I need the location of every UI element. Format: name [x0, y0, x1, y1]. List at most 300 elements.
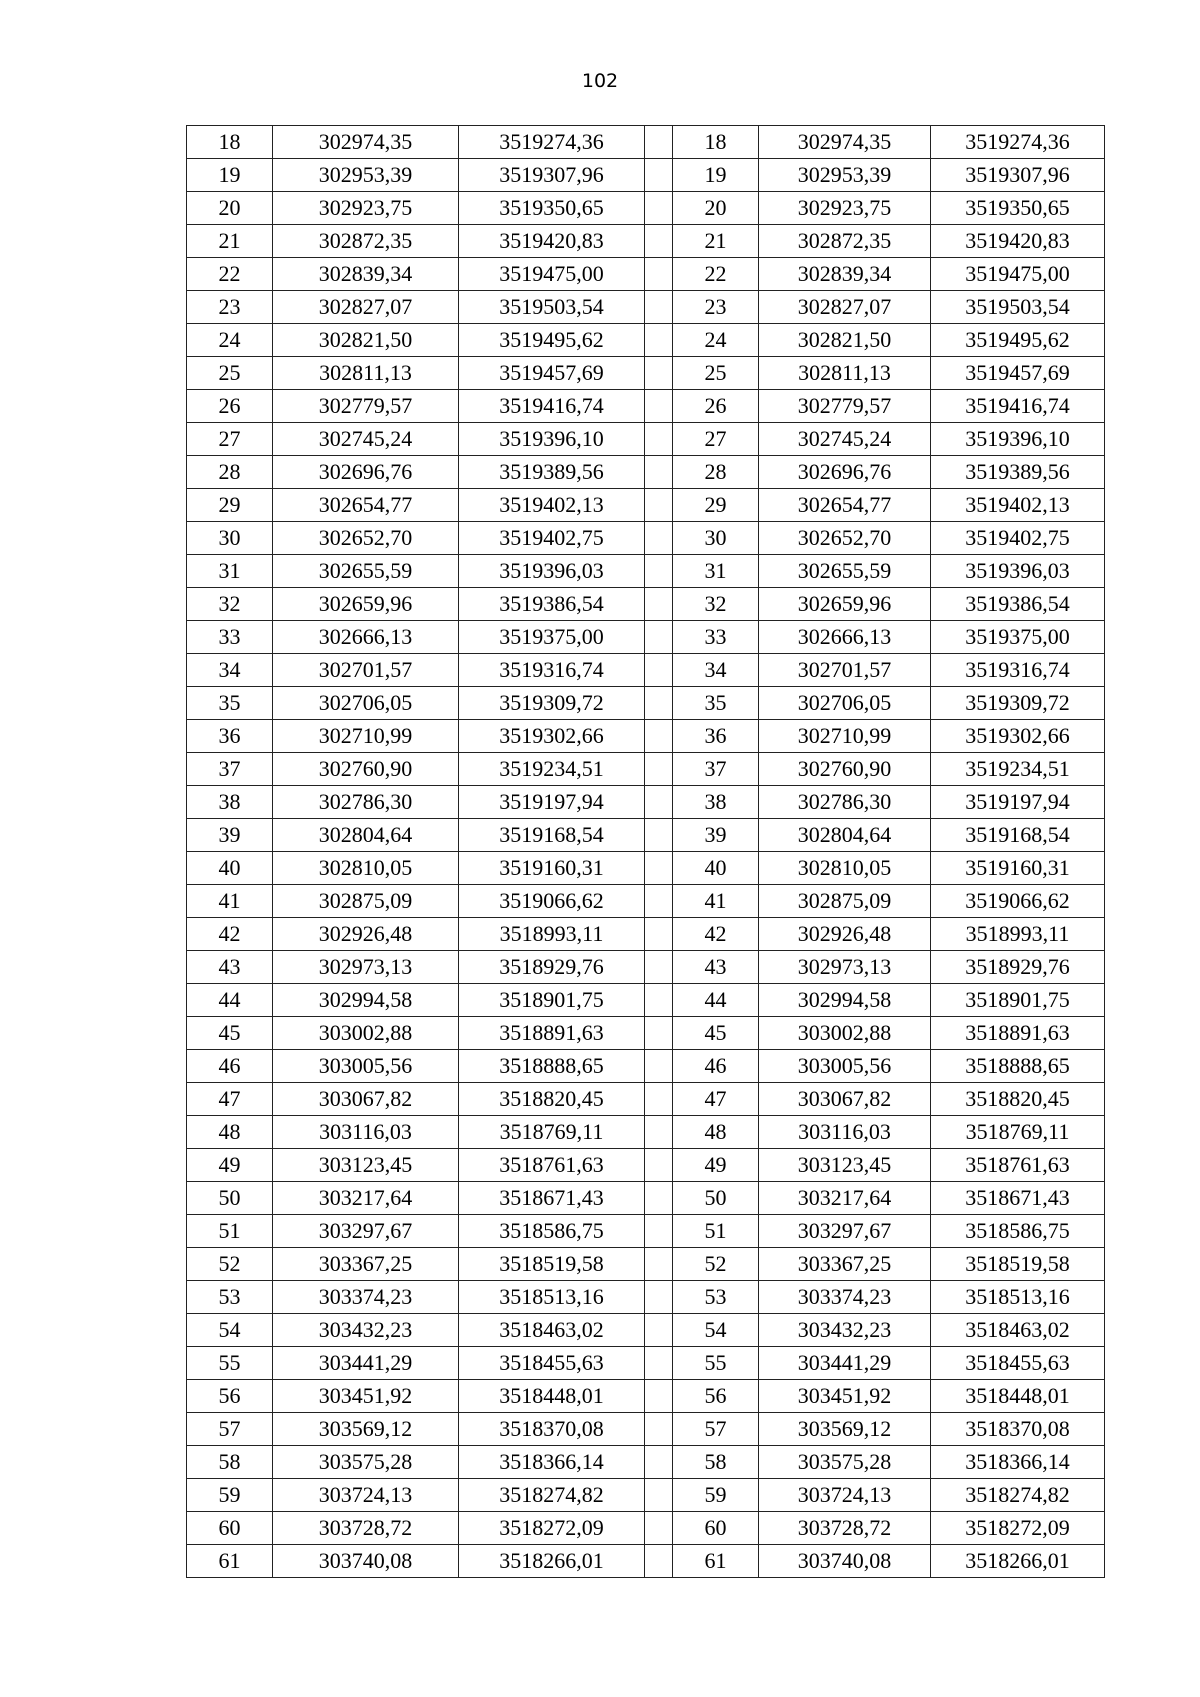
separator-cell: [645, 1413, 673, 1446]
x-coordinate-cell-right: 302659,96: [759, 588, 931, 621]
x-coordinate-cell-right: 302760,90: [759, 753, 931, 786]
point-number-cell: 40: [187, 852, 273, 885]
table-row: [187, 1446, 1105, 1479]
table-row: [187, 753, 1105, 786]
x-coordinate-cell: 303123,45: [273, 1149, 459, 1182]
y-coordinate-cell-right: 3519302,66: [931, 720, 1105, 753]
x-coordinate-cell: 303217,64: [273, 1182, 459, 1215]
y-coordinate-cell: 3518993,11: [459, 918, 645, 951]
point-number-cell: 27: [187, 423, 273, 456]
y-coordinate-cell-right: 3519274,36: [931, 126, 1105, 159]
x-coordinate-cell-right: 302710,99: [759, 720, 931, 753]
table-row: [187, 1017, 1105, 1050]
y-coordinate-cell-right: 3518272,09: [931, 1512, 1105, 1545]
y-coordinate-cell: 3519309,72: [459, 687, 645, 720]
x-coordinate-cell: 302810,05: [273, 852, 459, 885]
point-number-cell: 46: [187, 1050, 273, 1083]
x-coordinate-cell: 302710,99: [273, 720, 459, 753]
x-coordinate-cell: 302875,09: [273, 885, 459, 918]
y-coordinate-cell-right: 3518901,75: [931, 984, 1105, 1017]
point-number-cell: 45: [187, 1017, 273, 1050]
point-number-cell: 38: [187, 786, 273, 819]
table-row: [187, 357, 1105, 390]
point-number-cell: 34: [187, 654, 273, 687]
y-coordinate-cell-right: 3518448,01: [931, 1380, 1105, 1413]
x-coordinate-cell: 302786,30: [273, 786, 459, 819]
x-coordinate-cell-right: 303441,29: [759, 1347, 931, 1380]
point-number-cell: 28: [187, 456, 273, 489]
point-number-cell-right: 49: [673, 1149, 759, 1182]
separator-cell: [645, 1281, 673, 1314]
point-number-cell-right: 24: [673, 324, 759, 357]
separator-cell: [645, 324, 673, 357]
point-number-cell: 59: [187, 1479, 273, 1512]
separator-cell: [645, 555, 673, 588]
table-row: [187, 588, 1105, 621]
point-number-cell-right: 46: [673, 1050, 759, 1083]
x-coordinate-cell: 302652,70: [273, 522, 459, 555]
table-row: [187, 1314, 1105, 1347]
y-coordinate-cell-right: 3519307,96: [931, 159, 1105, 192]
x-coordinate-cell-right: 302786,30: [759, 786, 931, 819]
x-coordinate-cell-right: 303432,23: [759, 1314, 931, 1347]
point-number-cell-right: 54: [673, 1314, 759, 1347]
point-number-cell: 47: [187, 1083, 273, 1116]
separator-cell: [645, 1083, 673, 1116]
separator-cell: [645, 1017, 673, 1050]
y-coordinate-cell: 3519197,94: [459, 786, 645, 819]
y-coordinate-cell: 3518448,01: [459, 1380, 645, 1413]
table-row: [187, 621, 1105, 654]
point-number-cell-right: 34: [673, 654, 759, 687]
y-coordinate-cell: 3518519,58: [459, 1248, 645, 1281]
x-coordinate-cell: 302655,59: [273, 555, 459, 588]
table-row: [187, 1149, 1105, 1182]
separator-cell: [645, 225, 673, 258]
x-coordinate-cell: 303451,92: [273, 1380, 459, 1413]
table-row: [187, 1545, 1105, 1578]
point-number-cell-right: 36: [673, 720, 759, 753]
point-number-cell: 32: [187, 588, 273, 621]
y-coordinate-cell-right: 3518929,76: [931, 951, 1105, 984]
point-number-cell: 37: [187, 753, 273, 786]
point-number-cell: 19: [187, 159, 273, 192]
y-coordinate-cell-right: 3519495,62: [931, 324, 1105, 357]
separator-cell: [645, 951, 673, 984]
point-number-cell-right: 56: [673, 1380, 759, 1413]
point-number-cell: 52: [187, 1248, 273, 1281]
separator-cell: [645, 357, 673, 390]
x-coordinate-cell: 302953,39: [273, 159, 459, 192]
x-coordinate-cell: 303002,88: [273, 1017, 459, 1050]
table-row: [187, 1281, 1105, 1314]
y-coordinate-cell: 3519307,96: [459, 159, 645, 192]
x-coordinate-cell-right: 303728,72: [759, 1512, 931, 1545]
table-row: [187, 951, 1105, 984]
separator-cell: [645, 489, 673, 522]
x-coordinate-cell-right: 303123,45: [759, 1149, 931, 1182]
y-coordinate-cell-right: 3519316,74: [931, 654, 1105, 687]
y-coordinate-cell: 3518272,09: [459, 1512, 645, 1545]
x-coordinate-cell-right: 302872,35: [759, 225, 931, 258]
x-coordinate-cell: 303569,12: [273, 1413, 459, 1446]
point-number-cell: 61: [187, 1545, 273, 1578]
x-coordinate-cell: 303575,28: [273, 1446, 459, 1479]
table-row: [187, 489, 1105, 522]
separator-cell: [645, 621, 673, 654]
y-coordinate-cell: 3519160,31: [459, 852, 645, 885]
separator-cell: [645, 291, 673, 324]
y-coordinate-cell: 3518769,11: [459, 1116, 645, 1149]
point-number-cell: 51: [187, 1215, 273, 1248]
point-number-cell: 56: [187, 1380, 273, 1413]
x-coordinate-cell-right: 303005,56: [759, 1050, 931, 1083]
separator-cell: [645, 159, 673, 192]
y-coordinate-cell-right: 3519234,51: [931, 753, 1105, 786]
point-number-cell: 44: [187, 984, 273, 1017]
x-coordinate-cell: 302973,13: [273, 951, 459, 984]
y-coordinate-cell-right: 3519197,94: [931, 786, 1105, 819]
point-number-cell: 42: [187, 918, 273, 951]
table-row: [187, 852, 1105, 885]
x-coordinate-cell-right: 302696,76: [759, 456, 931, 489]
separator-cell: [645, 1446, 673, 1479]
y-coordinate-cell: 3519402,75: [459, 522, 645, 555]
x-coordinate-cell: 303067,82: [273, 1083, 459, 1116]
x-coordinate-cell: 302666,13: [273, 621, 459, 654]
x-coordinate-cell: 303724,13: [273, 1479, 459, 1512]
y-coordinate-cell: 3519316,74: [459, 654, 645, 687]
separator-cell: [645, 192, 673, 225]
y-coordinate-cell-right: 3518761,63: [931, 1149, 1105, 1182]
table-row: [187, 918, 1105, 951]
x-coordinate-cell: 303441,29: [273, 1347, 459, 1380]
table-row: [187, 324, 1105, 357]
point-number-cell-right: 43: [673, 951, 759, 984]
x-coordinate-cell-right: 302839,34: [759, 258, 931, 291]
y-coordinate-cell-right: 3519475,00: [931, 258, 1105, 291]
point-number-cell-right: 44: [673, 984, 759, 1017]
point-number-cell: 58: [187, 1446, 273, 1479]
x-coordinate-cell-right: 302666,13: [759, 621, 931, 654]
y-coordinate-cell-right: 3519396,03: [931, 555, 1105, 588]
y-coordinate-cell: 3518370,08: [459, 1413, 645, 1446]
point-number-cell-right: 27: [673, 423, 759, 456]
point-number-cell: 57: [187, 1413, 273, 1446]
separator-cell: [645, 1050, 673, 1083]
y-coordinate-cell-right: 3518370,08: [931, 1413, 1105, 1446]
y-coordinate-cell-right: 3519309,72: [931, 687, 1105, 720]
point-number-cell-right: 39: [673, 819, 759, 852]
point-number-cell: 54: [187, 1314, 273, 1347]
point-number-cell-right: 51: [673, 1215, 759, 1248]
table-row: [187, 1413, 1105, 1446]
point-number-cell-right: 52: [673, 1248, 759, 1281]
table-row: [187, 1083, 1105, 1116]
y-coordinate-cell: 3518455,63: [459, 1347, 645, 1380]
point-number-cell: 21: [187, 225, 273, 258]
table-row: [187, 225, 1105, 258]
x-coordinate-cell-right: 303724,13: [759, 1479, 931, 1512]
x-coordinate-cell: 303374,23: [273, 1281, 459, 1314]
separator-cell: [645, 126, 673, 159]
table-row: [187, 1248, 1105, 1281]
point-number-cell: 22: [187, 258, 273, 291]
y-coordinate-cell-right: 3519420,83: [931, 225, 1105, 258]
x-coordinate-cell: 302779,57: [273, 390, 459, 423]
x-coordinate-cell: 302821,50: [273, 324, 459, 357]
x-coordinate-cell: 302872,35: [273, 225, 459, 258]
separator-cell: [645, 1182, 673, 1215]
x-coordinate-cell-right: 302974,35: [759, 126, 931, 159]
table-row: [187, 720, 1105, 753]
y-coordinate-cell-right: 3519396,10: [931, 423, 1105, 456]
point-number-cell-right: 45: [673, 1017, 759, 1050]
y-coordinate-cell-right: 3519160,31: [931, 852, 1105, 885]
y-coordinate-cell-right: 3518820,45: [931, 1083, 1105, 1116]
y-coordinate-cell-right: 3518266,01: [931, 1545, 1105, 1578]
y-coordinate-cell-right: 3519168,54: [931, 819, 1105, 852]
separator-cell: [645, 687, 673, 720]
x-coordinate-cell: 303740,08: [273, 1545, 459, 1578]
point-number-cell-right: 23: [673, 291, 759, 324]
x-coordinate-cell-right: 303297,67: [759, 1215, 931, 1248]
x-coordinate-cell-right: 303374,23: [759, 1281, 931, 1314]
point-number-cell-right: 60: [673, 1512, 759, 1545]
x-coordinate-cell-right: 302953,39: [759, 159, 931, 192]
separator-cell: [645, 423, 673, 456]
point-number-cell: 36: [187, 720, 273, 753]
separator-cell: [645, 819, 673, 852]
point-number-cell-right: 29: [673, 489, 759, 522]
point-number-cell: 33: [187, 621, 273, 654]
y-coordinate-cell-right: 3518891,63: [931, 1017, 1105, 1050]
table-row: [187, 1512, 1105, 1545]
x-coordinate-cell: 302827,07: [273, 291, 459, 324]
y-coordinate-cell: 3519302,66: [459, 720, 645, 753]
coordinates-table: [186, 125, 1105, 1578]
y-coordinate-cell: 3519475,00: [459, 258, 645, 291]
y-coordinate-cell-right: 3518519,58: [931, 1248, 1105, 1281]
separator-cell: [645, 1215, 673, 1248]
y-coordinate-cell: 3519495,62: [459, 324, 645, 357]
table-row: [187, 1182, 1105, 1215]
y-coordinate-cell: 3519375,00: [459, 621, 645, 654]
table-row: [187, 786, 1105, 819]
separator-cell: [645, 1116, 673, 1149]
x-coordinate-cell: 302760,90: [273, 753, 459, 786]
separator-cell: [645, 1314, 673, 1347]
y-coordinate-cell: 3518929,76: [459, 951, 645, 984]
x-coordinate-cell: 302839,34: [273, 258, 459, 291]
table-row: [187, 456, 1105, 489]
table-row: [187, 1116, 1105, 1149]
point-number-cell-right: 20: [673, 192, 759, 225]
y-coordinate-cell-right: 3518769,11: [931, 1116, 1105, 1149]
point-number-cell: 26: [187, 390, 273, 423]
y-coordinate-cell-right: 3519402,13: [931, 489, 1105, 522]
x-coordinate-cell: 302706,05: [273, 687, 459, 720]
point-number-cell-right: 19: [673, 159, 759, 192]
table-row: [187, 1380, 1105, 1413]
y-coordinate-cell: 3519386,54: [459, 588, 645, 621]
point-number-cell-right: 28: [673, 456, 759, 489]
x-coordinate-cell-right: 303575,28: [759, 1446, 931, 1479]
point-number-cell-right: 35: [673, 687, 759, 720]
y-coordinate-cell: 3518901,75: [459, 984, 645, 1017]
y-coordinate-cell: 3519066,62: [459, 885, 645, 918]
y-coordinate-cell: 3519503,54: [459, 291, 645, 324]
x-coordinate-cell: 303005,56: [273, 1050, 459, 1083]
x-coordinate-cell-right: 303569,12: [759, 1413, 931, 1446]
y-coordinate-cell-right: 3518513,16: [931, 1281, 1105, 1314]
separator-cell: [645, 753, 673, 786]
y-coordinate-cell-right: 3519416,74: [931, 390, 1105, 423]
point-number-cell: 24: [187, 324, 273, 357]
point-number-cell-right: 53: [673, 1281, 759, 1314]
separator-cell: [645, 390, 673, 423]
y-coordinate-cell: 3518366,14: [459, 1446, 645, 1479]
x-coordinate-cell: 303367,25: [273, 1248, 459, 1281]
x-coordinate-cell-right: 303217,64: [759, 1182, 931, 1215]
point-number-cell: 49: [187, 1149, 273, 1182]
x-coordinate-cell-right: 302875,09: [759, 885, 931, 918]
point-number-cell-right: 59: [673, 1479, 759, 1512]
point-number-cell-right: 37: [673, 753, 759, 786]
table-row: [187, 1050, 1105, 1083]
separator-cell: [645, 1479, 673, 1512]
separator-cell: [645, 1545, 673, 1578]
point-number-cell: 20: [187, 192, 273, 225]
y-coordinate-cell: 3519396,10: [459, 423, 645, 456]
x-coordinate-cell-right: 303451,92: [759, 1380, 931, 1413]
y-coordinate-cell-right: 3518366,14: [931, 1446, 1105, 1479]
x-coordinate-cell-right: 302973,13: [759, 951, 931, 984]
y-coordinate-cell: 3518586,75: [459, 1215, 645, 1248]
table-row: [187, 159, 1105, 192]
point-number-cell-right: 25: [673, 357, 759, 390]
x-coordinate-cell-right: 302779,57: [759, 390, 931, 423]
table-row: [187, 258, 1105, 291]
point-number-cell: 39: [187, 819, 273, 852]
table-row: [187, 885, 1105, 918]
x-coordinate-cell-right: 302706,05: [759, 687, 931, 720]
x-coordinate-cell: 303297,67: [273, 1215, 459, 1248]
x-coordinate-cell: 302923,75: [273, 192, 459, 225]
table-row: [187, 1479, 1105, 1512]
x-coordinate-cell: 302926,48: [273, 918, 459, 951]
y-coordinate-cell: 3518274,82: [459, 1479, 645, 1512]
y-coordinate-cell: 3519274,36: [459, 126, 645, 159]
x-coordinate-cell: 302811,13: [273, 357, 459, 390]
y-coordinate-cell: 3518820,45: [459, 1083, 645, 1116]
point-number-cell: 31: [187, 555, 273, 588]
point-number-cell: 23: [187, 291, 273, 324]
y-coordinate-cell: 3518513,16: [459, 1281, 645, 1314]
point-number-cell: 55: [187, 1347, 273, 1380]
x-coordinate-cell-right: 303067,82: [759, 1083, 931, 1116]
point-number-cell: 30: [187, 522, 273, 555]
y-coordinate-cell: 3519457,69: [459, 357, 645, 390]
x-coordinate-cell: 303432,23: [273, 1314, 459, 1347]
separator-cell: [645, 918, 673, 951]
separator-cell: [645, 654, 673, 687]
point-number-cell-right: 31: [673, 555, 759, 588]
separator-cell: [645, 720, 673, 753]
y-coordinate-cell-right: 3519402,75: [931, 522, 1105, 555]
point-number-cell-right: 38: [673, 786, 759, 819]
point-number-cell-right: 18: [673, 126, 759, 159]
point-number-cell: 18: [187, 126, 273, 159]
x-coordinate-cell-right: 302652,70: [759, 522, 931, 555]
x-coordinate-cell-right: 302810,05: [759, 852, 931, 885]
table-row: [187, 1347, 1105, 1380]
x-coordinate-cell-right: 302827,07: [759, 291, 931, 324]
point-number-cell: 41: [187, 885, 273, 918]
point-number-cell: 35: [187, 687, 273, 720]
point-number-cell: 25: [187, 357, 273, 390]
point-number-cell-right: 30: [673, 522, 759, 555]
table-row: [187, 390, 1105, 423]
point-number-cell-right: 57: [673, 1413, 759, 1446]
x-coordinate-cell-right: 302994,58: [759, 984, 931, 1017]
y-coordinate-cell: 3519234,51: [459, 753, 645, 786]
x-coordinate-cell-right: 302655,59: [759, 555, 931, 588]
y-coordinate-cell-right: 3519066,62: [931, 885, 1105, 918]
point-number-cell: 29: [187, 489, 273, 522]
table-row: [187, 687, 1105, 720]
y-coordinate-cell-right: 3519386,54: [931, 588, 1105, 621]
y-coordinate-cell: 3518761,63: [459, 1149, 645, 1182]
table-row: [187, 654, 1105, 687]
y-coordinate-cell: 3518266,01: [459, 1545, 645, 1578]
y-coordinate-cell: 3518671,43: [459, 1182, 645, 1215]
y-coordinate-cell-right: 3519350,65: [931, 192, 1105, 225]
table-row: [187, 819, 1105, 852]
x-coordinate-cell-right: 302804,64: [759, 819, 931, 852]
point-number-cell: 50: [187, 1182, 273, 1215]
y-coordinate-cell: 3518888,65: [459, 1050, 645, 1083]
y-coordinate-cell: 3518463,02: [459, 1314, 645, 1347]
table-row: [187, 126, 1105, 159]
table-row: [187, 555, 1105, 588]
x-coordinate-cell-right: 302923,75: [759, 192, 931, 225]
y-coordinate-cell: 3519389,56: [459, 456, 645, 489]
point-number-cell-right: 55: [673, 1347, 759, 1380]
point-number-cell: 53: [187, 1281, 273, 1314]
separator-cell: [645, 522, 673, 555]
y-coordinate-cell-right: 3518463,02: [931, 1314, 1105, 1347]
x-coordinate-cell: 302701,57: [273, 654, 459, 687]
point-number-cell: 48: [187, 1116, 273, 1149]
y-coordinate-cell-right: 3519457,69: [931, 357, 1105, 390]
y-coordinate-cell-right: 3519503,54: [931, 291, 1105, 324]
x-coordinate-cell-right: 303116,03: [759, 1116, 931, 1149]
x-coordinate-cell-right: 303367,25: [759, 1248, 931, 1281]
page-number: 102: [581, 70, 619, 92]
table-row: [187, 291, 1105, 324]
x-coordinate-cell: 302696,76: [273, 456, 459, 489]
separator-cell: [645, 984, 673, 1017]
point-number-cell-right: 42: [673, 918, 759, 951]
x-coordinate-cell-right: 302654,77: [759, 489, 931, 522]
table-row: [187, 1215, 1105, 1248]
separator-cell: [645, 456, 673, 489]
point-number-cell: 43: [187, 951, 273, 984]
x-coordinate-cell-right: 302745,24: [759, 423, 931, 456]
point-number-cell: 60: [187, 1512, 273, 1545]
y-coordinate-cell: 3519396,03: [459, 555, 645, 588]
